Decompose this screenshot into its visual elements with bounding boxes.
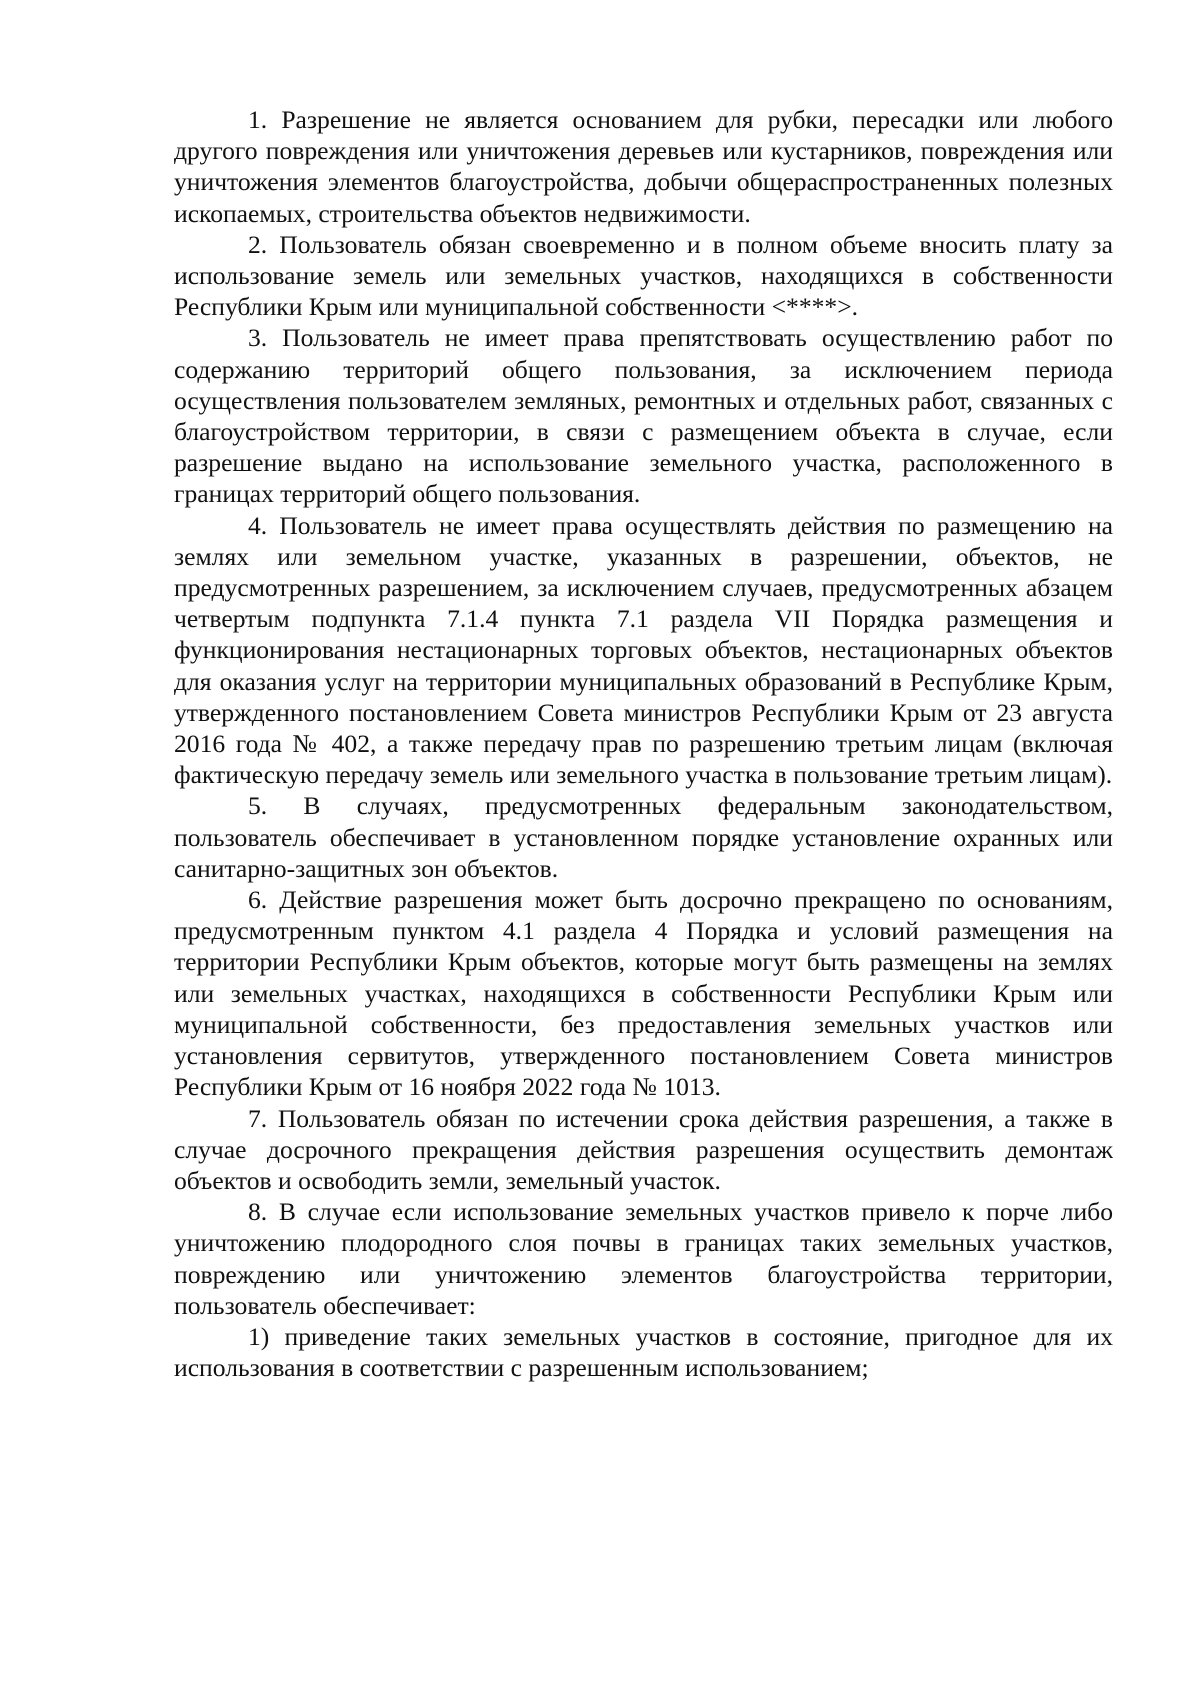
paragraph-4: 4. Пользователь не имеет права осуществлять действия по размещению на землях или земельном участке, указанных в разрешении, объектов, не предусмотренных разрешением, за исключением случаев, предусмотренных абзацем четвертым подпункта 7.1.4 пункта 7.1 раздела VII Порядка размещения и функционирования нестационарных торговых объектов, нестационарных объектов для оказания услуг на территории муниципальных образований в Республике Крым, утвержденного постановлением Совета министров Республики Крым от 23 августа 2016 года № 402, а также передачу прав по разрешению третьим лицам (включая фактическую передачу земель или земельного участка в пользование третьим лицам). — [174, 510, 1113, 790]
paragraph-3: 3. Пользователь не имеет права препятствовать осуществлению работ по содержанию территорий общего пользования, за исключением периода осуществления пользователем земляных, ремонтных и отдельных работ, связанных с благоустройством территории, в связи с размещением объекта в случае, если разрешение выдано на использование земельного участка, расположенного в границах территорий общего пользования. — [174, 323, 1113, 509]
paragraph-5: 5. В случаях, предусмотренных федеральным законодательством, пользователь обеспечивает в установленном порядке установление охранных или санитарно-защитных зон объектов. — [174, 791, 1113, 883]
paragraph-8: 8. В случае если использование земельных участков привело к порче либо уничтожению плодородного слоя почвы в границах таких земельных участков, повреждению или уничтожению элементов благоустройства территории, пользователь обеспечивает: — [174, 1197, 1113, 1320]
paragraph-1: 1. Разрешение не является основанием для рубки, пересадки или любого другого повреждения или уничтожения деревьев или кустарников, повреждения или уничтожения элементов благоустройства, добычи общераспространенных полезных ископаемых, строительства объектов недвижимости. — [174, 105, 1113, 228]
paragraph-7: 7. Пользователь обязан по истечении срока действия разрешения, а также в случае досрочного прекращения действия разрешения осуществить демонтаж объектов и освободить земли, земельный участок. — [174, 1103, 1113, 1195]
subparagraph-8-1: 1) приведение таких земельных участков в состояние, пригодное для их использования в соответствии с разрешенным использованием; — [174, 1321, 1113, 1383]
paragraph-2: 2. Пользователь обязан своевременно и в полном объеме вносить плату за использование земель или земельных участков, находящихся в собственности Республики Крым или муниципальной собственности <****>. — [174, 229, 1113, 322]
document-body — [174, 104, 1113, 1383]
paragraph-6: 6. Действие разрешения может быть досрочно прекращено по основаниям, предусмотренным пунктом 4.1 раздела 4 Порядка и условий размещения на территории Республики Крым объектов, которые могут быть размещены на землях или земельных участках, находящихся в собственности Республики Крым или муниципальной собственности, без предоставления земельных участков или установления сервитутов, утвержденного постановлением Совета министров Республики Крым от 16 ноября 2022 года № 1013. — [174, 885, 1113, 1102]
